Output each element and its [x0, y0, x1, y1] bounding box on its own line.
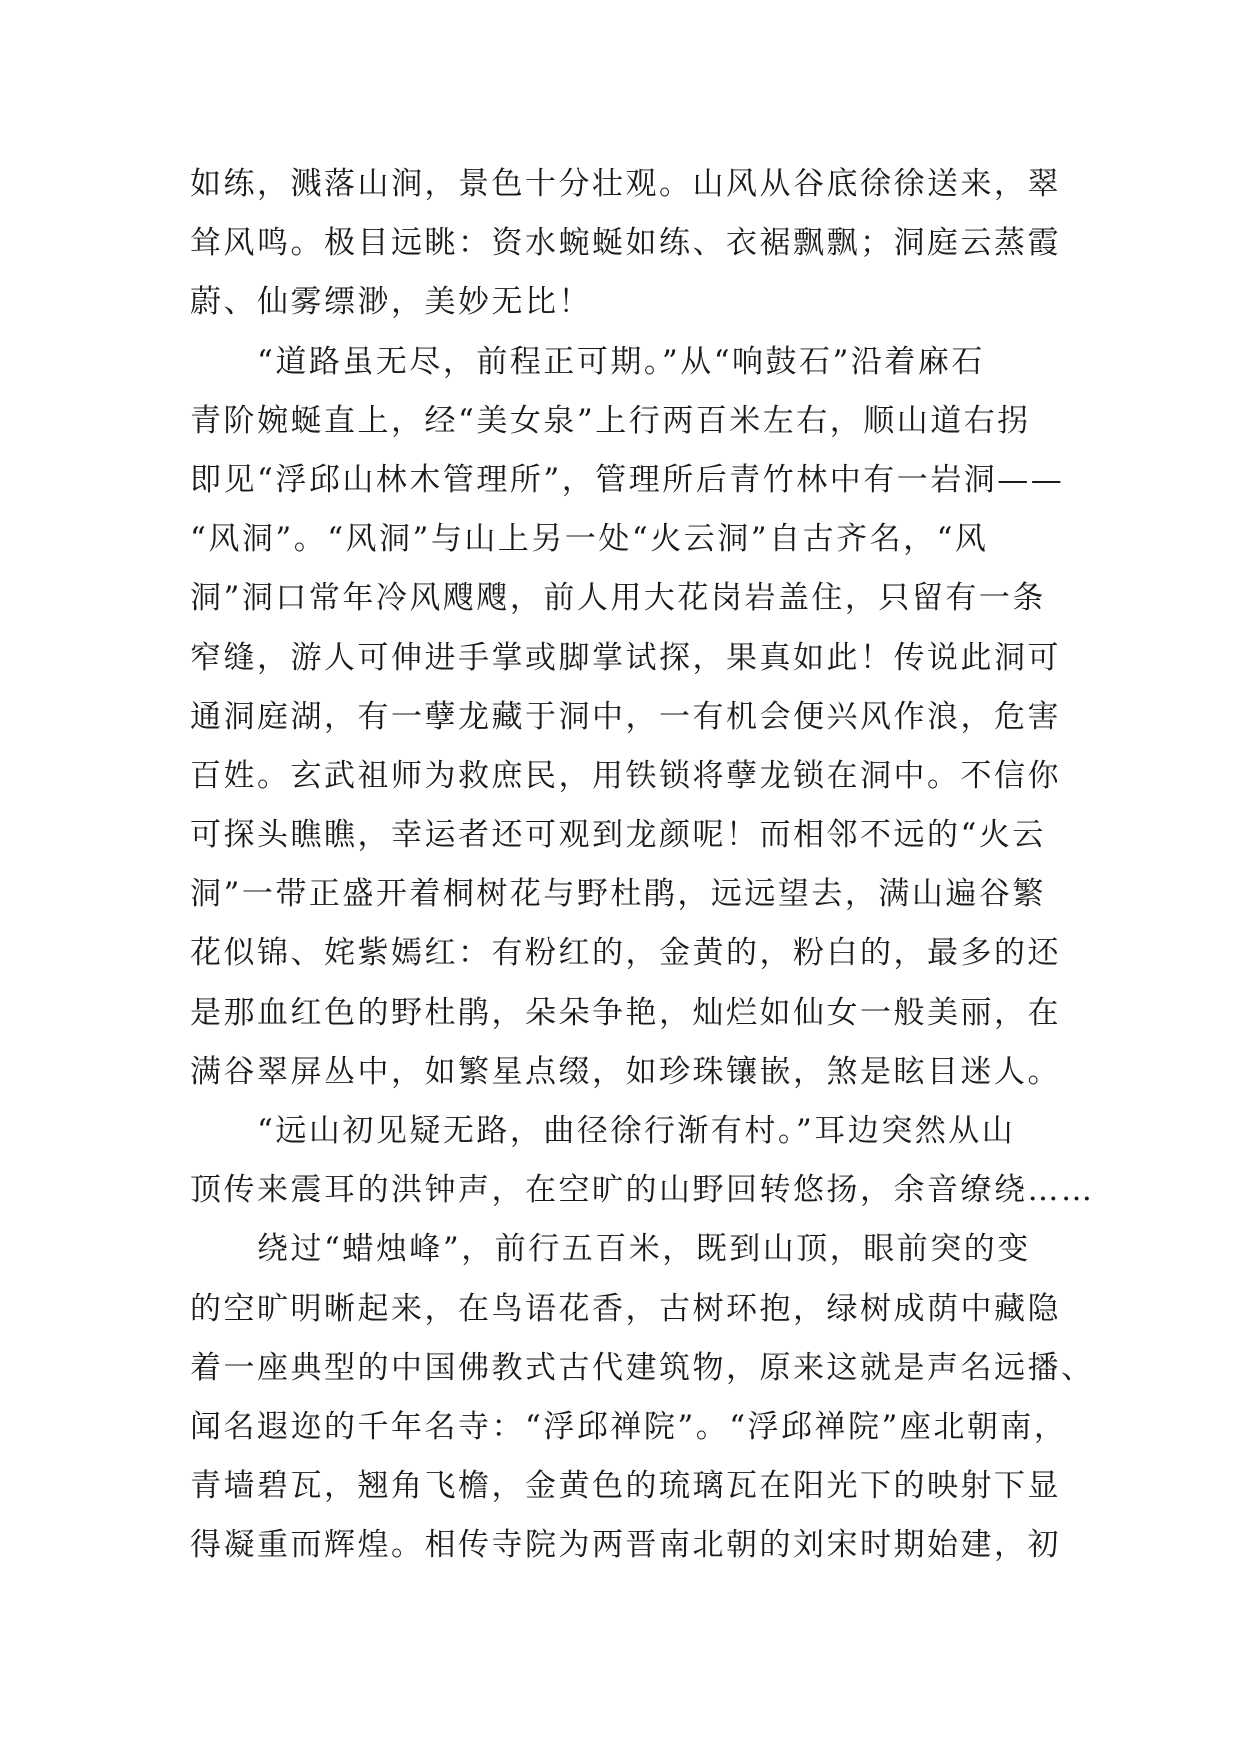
text-line: 青墙碧瓦，翘角飞檐，金黄色的琉璃瓦在阳光下的映射下显	[190, 1468, 1061, 1505]
text-line: 着一座典型的中国佛教式古代建筑物，原来这就是声名远播、	[190, 1349, 1095, 1386]
text-line: 顶传来震耳的洪钟声，在空旷的山野回转悠扬，余音缭绕……	[190, 1172, 1095, 1209]
text-line: 即见“浮邱山林木管理所”，管理所后青竹林中有一岩洞——	[190, 461, 1065, 498]
text-line: 可探头瞧瞧，幸运者还可观到龙颜呢！而相邻不远的“火云	[190, 817, 1046, 854]
text-line: 是那血红色的野杜鹃，朵朵争艳，灿烂如仙女一般美丽，在	[190, 994, 1061, 1031]
text-line: 洞”一带正盛开着桐树花与野杜鹃，远远望去，满山遍谷繁	[190, 876, 1046, 913]
text-line: 的空旷明晰起来，在鸟语花香，古树环抱，绿树成荫中藏隐	[190, 1290, 1061, 1327]
text-line: 得凝重而辉煌。相传寺院为两晋南北朝的刘宋时期始建，初	[190, 1527, 1061, 1564]
text-line: 如练，溅落山涧，景色十分壮观。山风从谷底徐徐送来，翠	[190, 166, 1061, 202]
text-line: 百姓。玄武祖师为救庶民，用铁锁将孽龙锁在洞中。不信你	[190, 757, 1061, 794]
text-line: “道路虽无尽，前程正可期。”从“响鼓石”沿着麻石	[190, 343, 985, 380]
text-line: 洞”洞口常年冷风飕飕，前人用大花岗岩盖住，只留有一条	[190, 580, 1046, 617]
text-line: “风洞”。“风洞”与山上另一处“火云洞”自古齐名，“风	[190, 521, 989, 558]
text-line: 花似锦、姹紫嫣红：有粉红的，金黄的，粉白的，最多的还	[190, 935, 1061, 972]
text-line: 通洞庭湖，有一孽龙藏于洞中，一有机会便兴风作浪，危害	[190, 698, 1061, 735]
text-line: 青阶婉蜒直上，经“美女泉”上行两百米左右，顺山道右拐	[190, 402, 1031, 439]
text-line: 绕过“蜡烛峰”，前行五百米，既到山顶，眼前突的变	[190, 1231, 1031, 1268]
text-line: 蔚、仙雾缥渺，美妙无比！	[190, 284, 592, 321]
text-line: 窄缝，游人可伸进手掌或脚掌试探，果真如此！传说此洞可	[190, 639, 1061, 676]
text-line: 满谷翠屏丛中，如繁星点缀，如珍珠镶嵌，煞是眩目迷人。	[190, 1053, 1061, 1090]
text-line: “远山初见疑无路，曲径徐行渐有村。”耳边突然从山	[190, 1113, 1016, 1149]
text-line: 耸风鸣。极目远眺：资水蜿蜒如练、衣裾飘飘；洞庭云蒸霞	[190, 225, 1061, 262]
body-text	[190, 155, 1095, 1576]
text-line: 闻名遐迩的千年名寺：“浮邱禅院”。“浮邱禅院”座北朝南，	[190, 1408, 1068, 1445]
